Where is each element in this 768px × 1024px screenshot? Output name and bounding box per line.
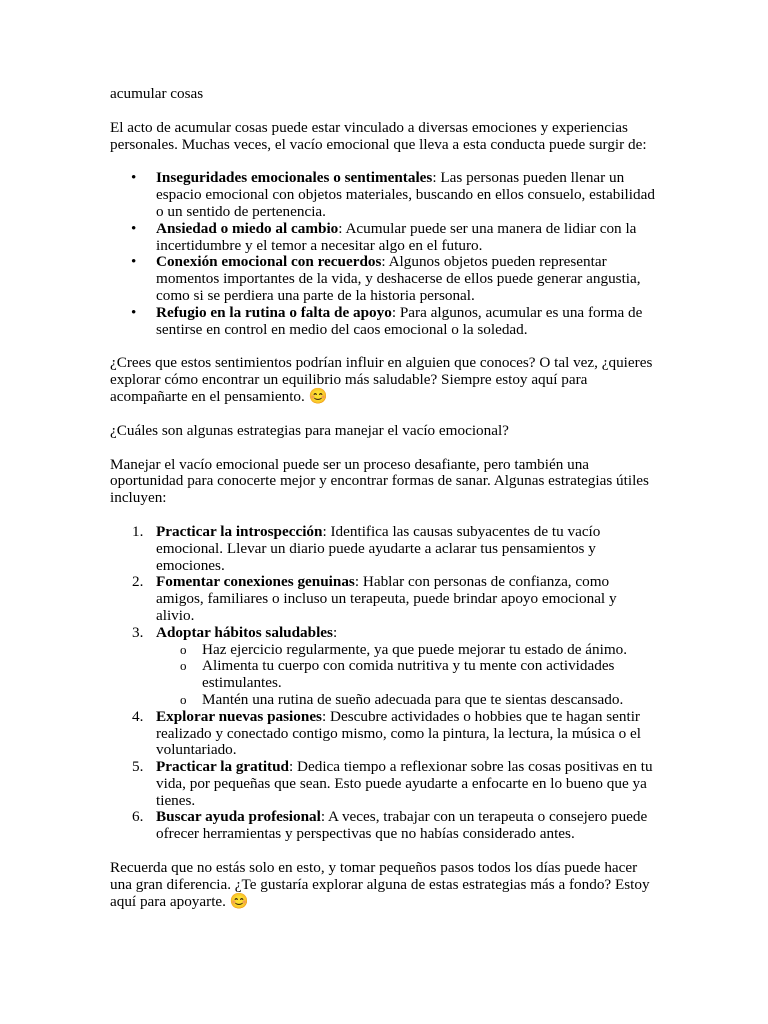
sub-bullet-marker: o [180, 691, 187, 707]
list-item [110, 809, 658, 843]
item-text: : Para algunos, acumular es una forma de sentirse en control en medio del caos emocional o la soledad. [156, 303, 643, 338]
item-number: 6. [132, 808, 144, 826]
sub-list-item [156, 658, 658, 692]
item-number: 1. [132, 522, 144, 540]
item-number: 3. [132, 623, 144, 641]
item-heading: Fomentar conexiones genuinas [156, 573, 355, 591]
list-item [110, 524, 658, 574]
list-item [110, 254, 658, 304]
item-heading: Adoptar hábitos saludables [156, 623, 333, 641]
item-number: 5. [132, 758, 144, 776]
sub-list-item [156, 642, 658, 659]
item-text: : Descubre actividades o hobbies que te hagan sentir realizado y conectado contigo mismo, como la pintura, la lectura, la música o el voluntariado. [156, 707, 641, 759]
item-text: : Algunos objetos pueden representar momentos importantes de la vida, y deshacerse de ellos puede generar angustia, como si se perdiera una parte de la historia personal. [156, 253, 641, 304]
item-text: : Dedica tiempo a reflexionar sobre las cosas positivas en tu vida, por pequeñas que sean. Esto puede ayudarte a enfocarte en lo bueno que ya tienes. [156, 758, 653, 809]
healthy-habits-sublist [156, 642, 658, 709]
causes-list [110, 170, 658, 338]
sub-list-item [156, 692, 658, 709]
item-text: : A veces, trabajar con un terapeuta o consejero puede ofrecer herramientas y perspectivas que no habías considerado antes. [156, 808, 648, 843]
document-title: acumular cosas [110, 85, 204, 102]
sub-item-text: Haz ejercicio regularmente, ya que puede mejorar tu estado de ánimo. [202, 640, 628, 658]
question-heading: ¿Cuáles son algunas estrategias para manejar el vacío emocional? [110, 421, 509, 439]
list-item [110, 759, 658, 809]
item-heading: Explorar nuevas pasiones [156, 707, 322, 725]
list-item [110, 574, 658, 624]
list-item [110, 709, 658, 759]
document-page [110, 86, 658, 910]
sub-item-text: Alimenta tu cuerpo con comida nutritiva y tu mente con actividades estimulantes. [202, 657, 615, 692]
item-heading: Conexión emocional con recuerdos [156, 253, 382, 271]
item-number: 2. [132, 573, 144, 591]
question-paragraph: ¿Crees que estos sentimientos podrían influir en alguien que conoces? O tal vez, ¿quieres explorar cómo encontrar un equilibrio más saludable? Siempre estoy aquí para acompañarte en el pensamiento. 😊 [110, 354, 653, 405]
sub-bullet-marker: o [180, 641, 187, 657]
sub-bullet-marker: o [180, 658, 187, 674]
item-heading: Practicar la gratitud [156, 758, 289, 776]
item-heading: Inseguridades emocionales o sentimentales [156, 169, 433, 187]
list-item [110, 170, 658, 220]
intro-paragraph: El acto de acumular cosas puede estar vinculado a diversas emociones y experiencias personales. Muchas veces, el vacío emocional que lleva a esta conducta puede surgir de: [110, 118, 647, 153]
closing-paragraph: Recuerda que no estás solo en esto, y tomar pequeños pasos todos los días puede hacer una gran diferencia. ¿Te gustaría explorar alguna de estas estrategias más a fondo? Estoy aquí para apoyarte. 😊 [110, 859, 650, 910]
list-item [110, 221, 658, 255]
strategies-list [110, 524, 658, 843]
answer-intro: Manejar el vacío emocional puede ser un proceso desafiante, pero también una oportunidad para conocerte mejor y encontrar formas de sanar. Algunas estrategias útiles incluyen: [110, 455, 649, 507]
item-text: : [332, 623, 338, 641]
item-text: : Las personas pueden llenar un espacio emocional con objetos materiales, buscando en ellos consuelo, estabilidad o un sentido de pertenencia. [156, 169, 655, 220]
item-text: : Hablar con personas de confianza, como amigos, familiares o incluso un terapeuta, puede brindar apoyo emocional y alivio. [156, 573, 617, 624]
item-heading: Refugio en la rutina o falta de apoyo [156, 303, 392, 321]
item-heading: Ansiedad o miedo al cambio [156, 219, 339, 237]
list-item [110, 625, 658, 709]
item-number: 4. [132, 707, 144, 725]
item-heading: Buscar ayuda profesional [156, 808, 321, 826]
sub-item-text: Mantén una rutina de sueño adecuada para que te sientas descansado. [202, 690, 624, 708]
list-item [110, 305, 658, 339]
item-text: : Acumular puede ser una manera de lidiar con la incertidumbre y el temor a necesitar algo en el futuro. [156, 219, 637, 254]
item-text: : Identifica las causas subyacentes de tu vacío emocional. Llevar un diario puede ayudarte a aclarar tus pensamientos y emociones. [156, 522, 601, 574]
item-heading: Practicar la introspección [156, 522, 323, 540]
